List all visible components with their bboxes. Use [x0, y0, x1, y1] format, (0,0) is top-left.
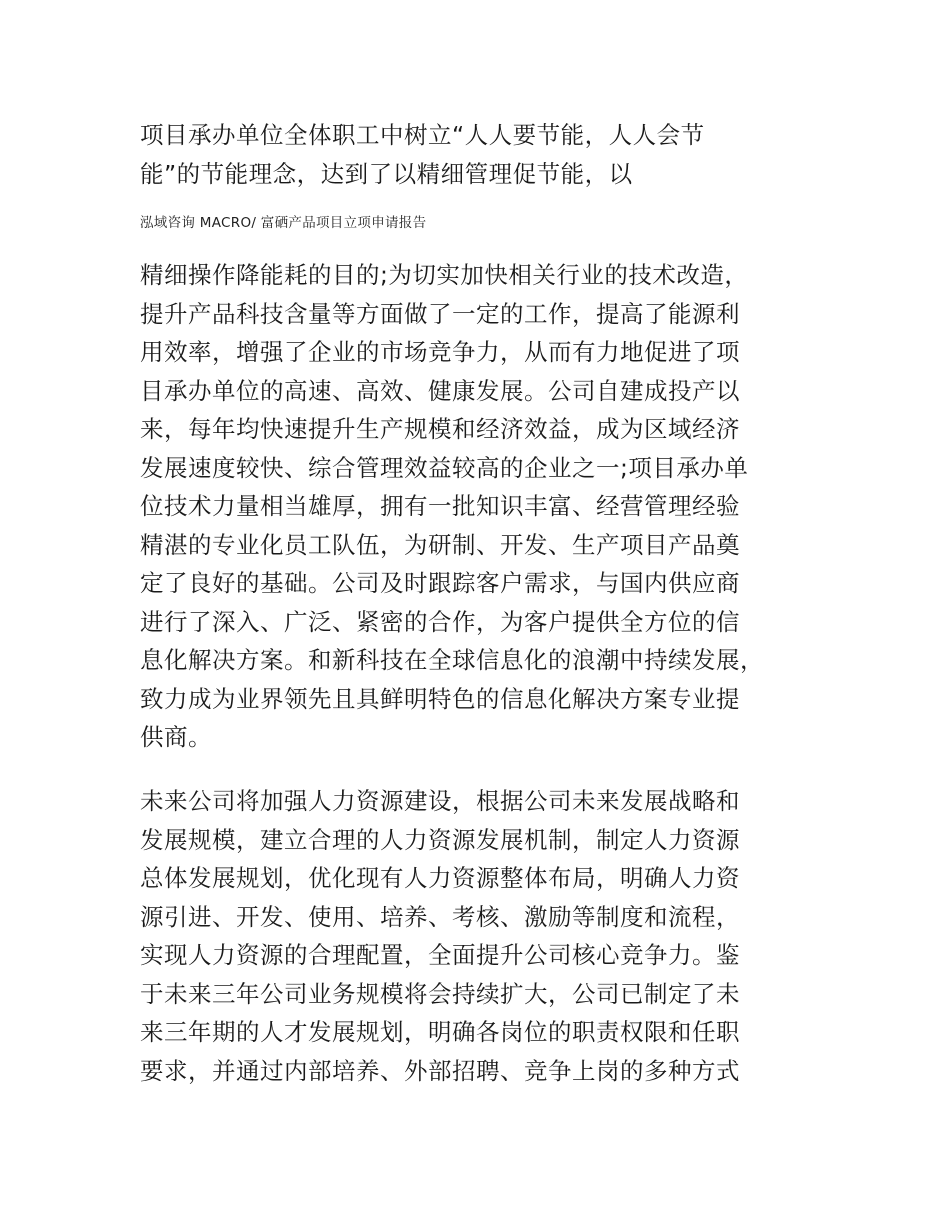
- paragraph-line: 发展规模，建立合理的人力资源发展机制，制定人力资源: [140, 825, 740, 854]
- paragraph-line: 进行了深入、广泛、紧密的合作，为客户提供全方位的信: [140, 607, 740, 636]
- paragraph-line: 源引进、开发、使用、培养、考核、激励等制度和流程，: [140, 902, 740, 931]
- paragraph-line: 用效率，增强了企业的市场竞争力，从而有力地促进了项: [140, 338, 740, 366]
- paragraph-line: 位技术力量相当雄厚，拥有一批知识丰富、经营管理经验: [140, 492, 740, 520]
- paragraph-line: 总体发展规划，优化现有人力资源整体布局，明确人力资: [140, 864, 740, 892]
- paragraph-line: 精湛的专业化员工队伍，为研制、开发、生产项目产品奠: [140, 530, 740, 559]
- paragraph-2: [140, 782, 820, 1090]
- paragraph-line: 发展速度较快、综合管理效益较高的企业之一;项目承办单: [140, 453, 749, 482]
- paragraph-line: 来三年期的人才发展规划，明确各岗位的职责权限和任职: [140, 1018, 740, 1046]
- paragraph-line: 致力成为业界领先且具鲜明特色的信息化解决方案专业提: [140, 684, 740, 713]
- top-paragraph: [140, 116, 820, 193]
- paragraph-1: [140, 256, 820, 757]
- paragraph-line: 要求，并通过内部培养、外部招聘、竞争上岗的多种方式: [140, 1056, 740, 1085]
- paragraph-line: 实现人力资源的合理配置，全面提升公司核心竞争力。鉴: [140, 941, 740, 969]
- paragraph-line: 能”的节能理念，达到了以精细管理促节能，以: [140, 159, 633, 188]
- paragraph-line: 提升产品科技含量等方面做了一定的工作，提高了能源利: [140, 299, 740, 328]
- paragraph-line: 于未来三年公司业务规模将会持续扩大，公司已制定了未: [140, 979, 740, 1008]
- paragraph-line: 定了良好的基础。公司及时跟踪客户需求，与国内供应商: [140, 569, 740, 597]
- paragraph-line: 精细操作降能耗的目的;为切实加快相关行业的技术改造，: [140, 261, 749, 289]
- paragraph-line: 来，每年均快速提升生产规模和经济效益，成为区域经济: [140, 415, 740, 443]
- paragraph-line: 息化解决方案。和新科技在全球信息化的浪潮中持续发展，: [140, 646, 764, 674]
- running-header: 泓域咨询 MACRO/ 富硒产品项目立项申请报告: [140, 215, 427, 231]
- paragraph-line: 未来公司将加强人力资源建设，根据公司未来发展战略和: [140, 787, 740, 815]
- paragraph-line: 供商。: [140, 723, 212, 751]
- paragraph-line: 项目承办单位全体职工中树立“人人要节能，人人会节: [140, 121, 705, 149]
- paragraph-line: 目承办单位的高速、高效、健康发展。公司自建成投产以: [140, 376, 740, 405]
